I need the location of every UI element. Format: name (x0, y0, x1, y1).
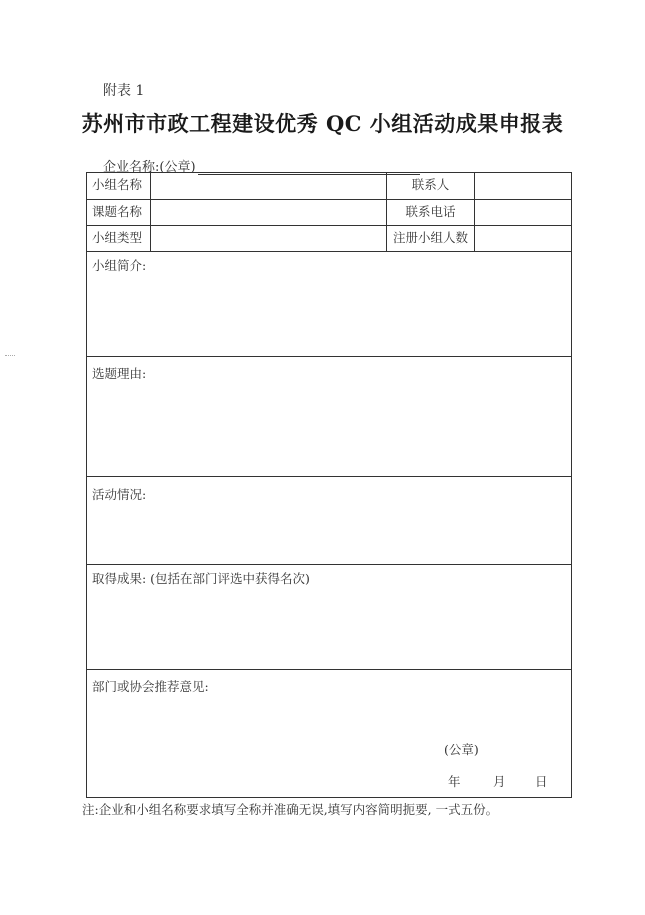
date-month-label: 月 (493, 774, 506, 789)
topic-name-value[interactable] (151, 200, 387, 225)
footnote: 注:企业和小组名称要求填写全称并准确无误,填写内容简明扼要, 一式五份。 (82, 802, 499, 817)
section-recommendation[interactable] (87, 670, 571, 797)
date-day-label: 日 (535, 774, 548, 789)
contact-value[interactable] (475, 173, 571, 199)
phone-value[interactable] (475, 200, 571, 225)
contact-label: 联系人 (387, 173, 475, 199)
member-count-label: 注册小组人数 (387, 226, 475, 251)
form-title: 苏州市市政工程建设优秀 QC 小组活动成果申报表 (81, 111, 564, 136)
results-label: 取得成果: (包括在部门评选中获得名次) (92, 571, 310, 586)
date-year-label: 年 (448, 774, 461, 789)
member-count-value[interactable] (475, 226, 571, 251)
section-reason[interactable] (87, 357, 571, 477)
group-name-label: 小组名称 (87, 173, 151, 199)
application-form-table (86, 172, 572, 798)
group-name-value[interactable] (151, 173, 387, 199)
seal-label: (公章) (444, 742, 479, 757)
row-topic-name (87, 200, 571, 226)
group-type-label: 小组类型 (87, 226, 151, 251)
activity-label: 活动情况: (92, 487, 147, 502)
intro-label: 小组简介: (92, 258, 147, 273)
row-group-name (87, 173, 571, 200)
row-group-type (87, 226, 571, 252)
reason-label: 选题理由: (92, 366, 147, 381)
appendix-label: 附表 1 (103, 83, 145, 99)
recommendation-label: 部门或协会推荐意见: (92, 679, 209, 694)
section-results[interactable] (87, 565, 571, 670)
section-intro[interactable] (87, 252, 571, 357)
group-type-value[interactable] (151, 226, 387, 251)
margin-mark (5, 355, 15, 356)
section-activity[interactable] (87, 477, 571, 565)
topic-name-label: 课题名称 (87, 200, 151, 225)
phone-label: 联系电话 (387, 200, 475, 225)
company-name-label: 企业名称:(公章) (103, 160, 196, 175)
